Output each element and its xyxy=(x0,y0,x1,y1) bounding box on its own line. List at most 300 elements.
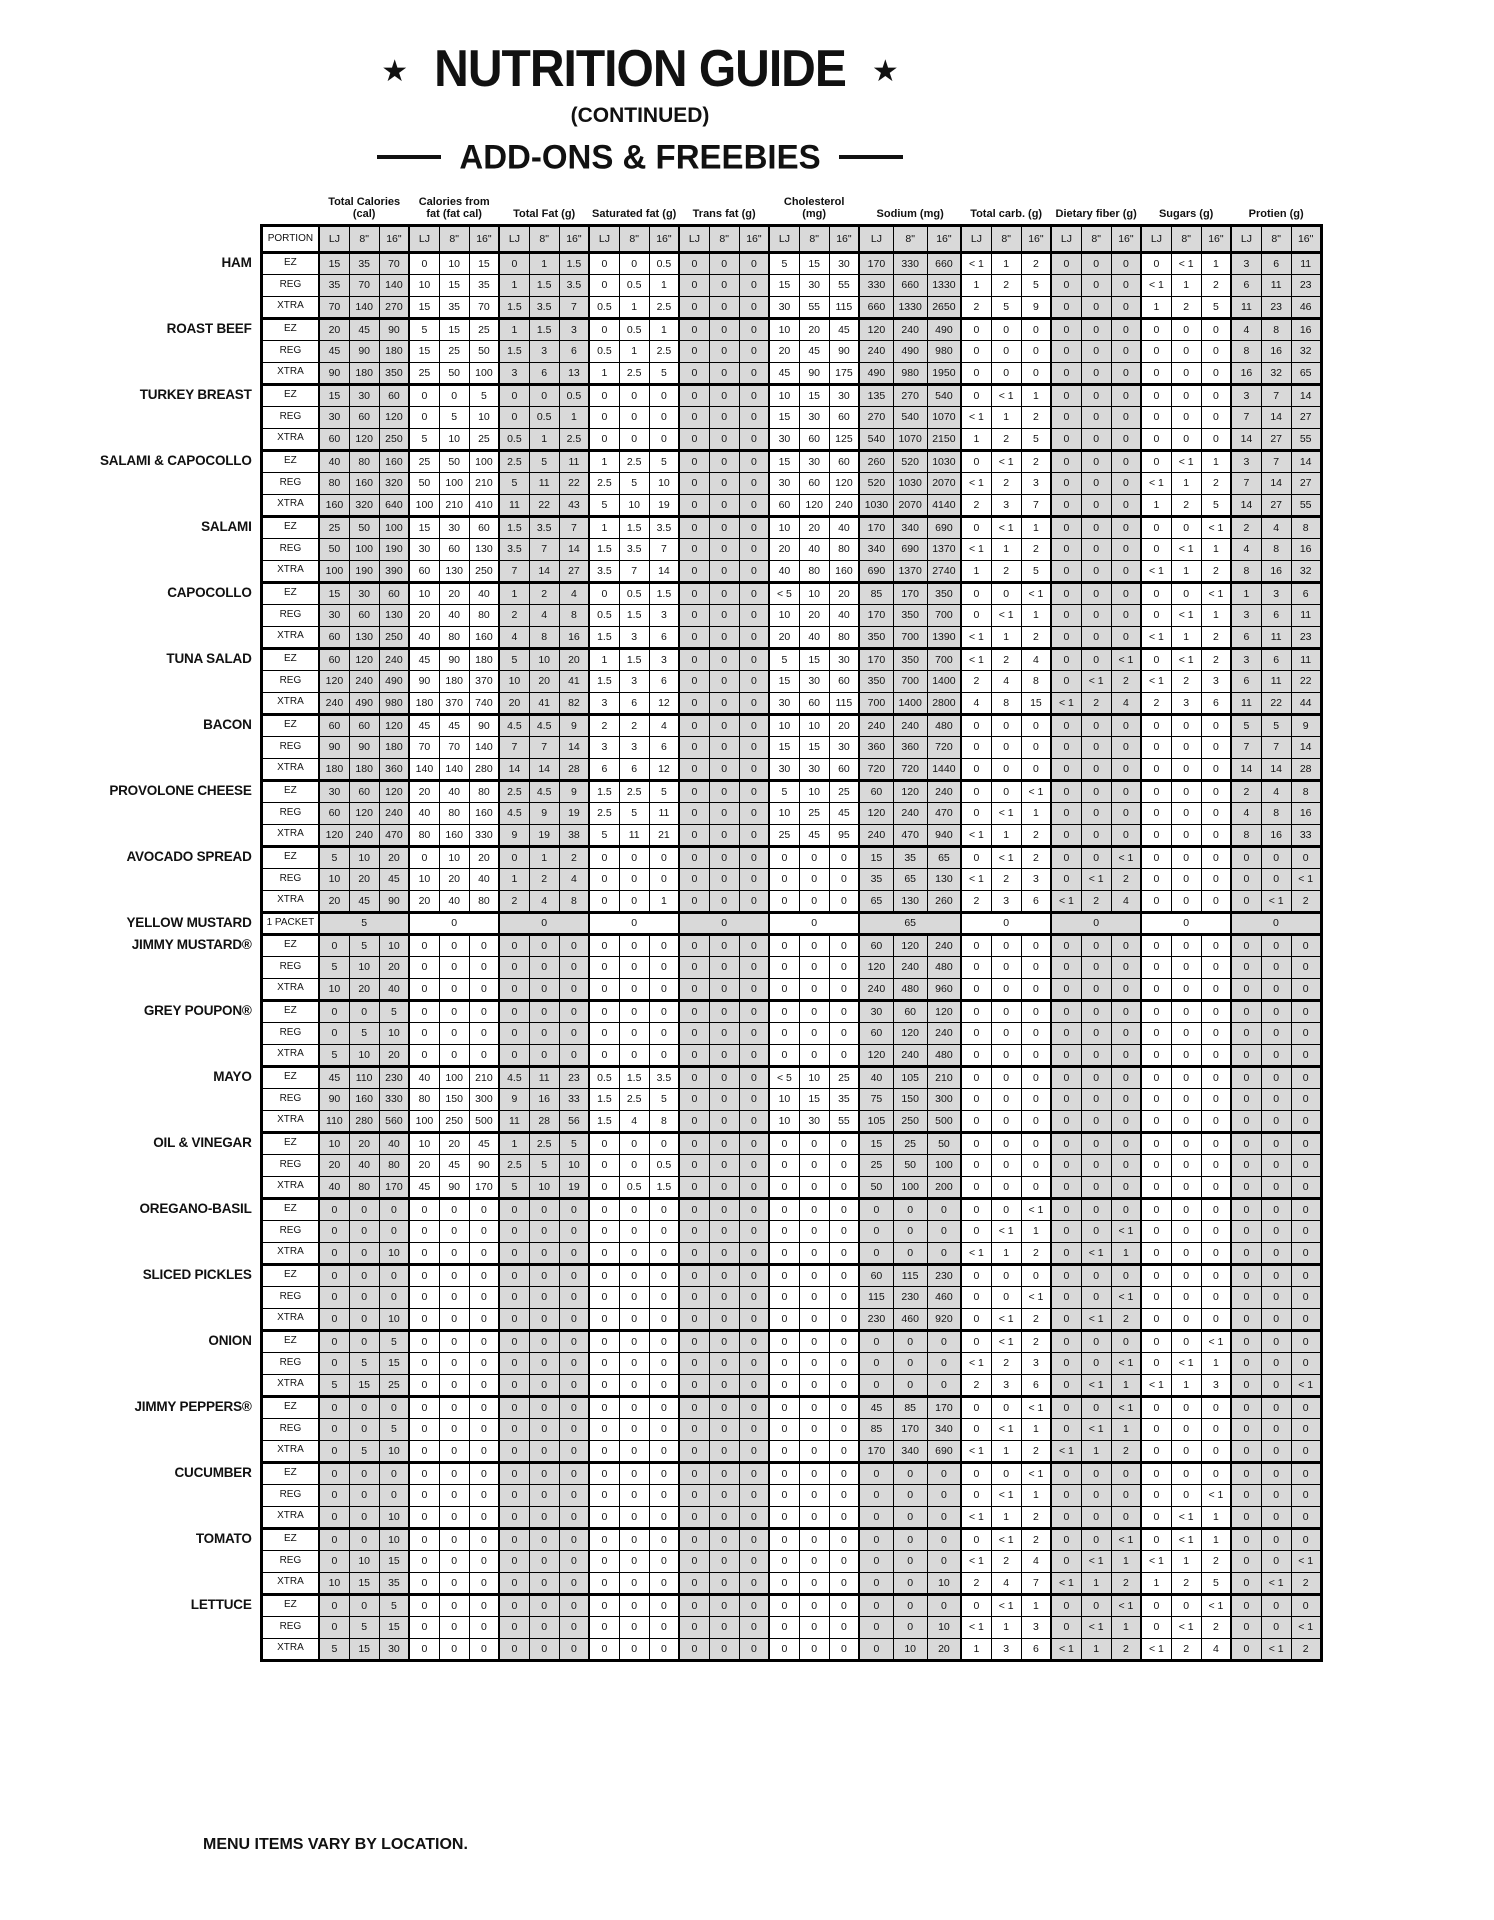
cell-value: 30 xyxy=(319,604,349,626)
cell-value: 20 xyxy=(769,538,799,560)
cell-value: 5 xyxy=(439,406,469,428)
cell-value: 0 xyxy=(1021,714,1051,736)
cell-value: 0 xyxy=(709,758,739,780)
cell-value: 0 xyxy=(1171,1066,1201,1088)
cell-value: 15 xyxy=(769,450,799,472)
cell-value: 240 xyxy=(927,934,961,956)
cell-value: 0 xyxy=(649,1198,679,1220)
page-header xyxy=(0,40,1280,176)
cell-value: 350 xyxy=(859,626,893,648)
cell-value: 0 xyxy=(559,1616,589,1638)
portion-value: REG xyxy=(261,956,319,978)
cell-value: 230 xyxy=(893,1286,927,1308)
cell-value: 0 xyxy=(709,802,739,824)
cell-value: 0 xyxy=(991,1176,1021,1198)
cell-value: 0 xyxy=(439,956,469,978)
table-row xyxy=(100,1088,1321,1110)
cell-value: < 1 xyxy=(1171,450,1201,472)
cell-value: 0 xyxy=(799,1154,829,1176)
cell-value: 0 xyxy=(709,252,739,274)
cell-value: 10 xyxy=(927,1572,961,1594)
cell-value: 5 xyxy=(349,1616,379,1638)
table-row xyxy=(100,626,1321,648)
portion-value: XTRA xyxy=(261,1440,319,1462)
cell-value: 0 xyxy=(1201,1308,1231,1330)
cell-value: 5 xyxy=(769,252,799,274)
cell-value: 22 xyxy=(1291,670,1321,692)
table-row xyxy=(100,1132,1321,1154)
cell-value: 0 xyxy=(1021,736,1051,758)
table-row xyxy=(100,1462,1321,1484)
item-label: JIMMY MUSTARD® xyxy=(100,934,261,1000)
cell-value: 340 xyxy=(893,1440,927,1462)
cell-value: 0 xyxy=(529,1308,559,1330)
cell-value: 8 xyxy=(1261,318,1291,340)
cell-value: 56 xyxy=(559,1110,589,1132)
cell-value: 0 xyxy=(1291,1110,1321,1132)
cell-value: 9 xyxy=(559,714,589,736)
cell-value: 0 xyxy=(769,1506,799,1528)
cell-value: 0 xyxy=(1081,1022,1111,1044)
cell-value: 240 xyxy=(859,340,893,362)
cell-value: 6 xyxy=(1231,274,1261,296)
size-header: 16" xyxy=(1291,225,1321,252)
cell-value: 105 xyxy=(893,1066,927,1088)
cell-value: 0 xyxy=(679,1396,709,1418)
cell-value: 0 xyxy=(499,1418,529,1440)
cell-value: 0 xyxy=(589,1616,619,1638)
cell-value: 0 xyxy=(1171,1440,1201,1462)
cell-value: 0 xyxy=(829,1396,859,1418)
cell-value: 2.5 xyxy=(529,1132,559,1154)
cell-value: 0 xyxy=(619,1198,649,1220)
cell-value: 75 xyxy=(859,1088,893,1110)
cell-value: 0 xyxy=(649,1000,679,1022)
cell-value: 6 xyxy=(1261,604,1291,626)
cell-value: 0 xyxy=(589,318,619,340)
cell-value: 280 xyxy=(349,1110,379,1132)
cell-value: 6 xyxy=(1261,648,1291,670)
cell-value: 1.5 xyxy=(589,670,619,692)
cell-value: 0 xyxy=(829,1572,859,1594)
cell-value: 0 xyxy=(1081,1396,1111,1418)
cell-value: 20 xyxy=(409,604,439,626)
cell-value: 0 xyxy=(409,1594,439,1616)
cell-value: 0 xyxy=(529,1374,559,1396)
cell-value: 0 xyxy=(961,1176,991,1198)
cell-value: 0 xyxy=(409,1418,439,1440)
cell-value: 12 xyxy=(649,692,679,714)
cell-value: 0 xyxy=(1231,1198,1261,1220)
cell-value: 80 xyxy=(439,626,469,648)
cell-value: 1.5 xyxy=(499,340,529,362)
cell-value: 0 xyxy=(619,1418,649,1440)
cell-value: 0 xyxy=(499,1022,529,1044)
cell-value: 90 xyxy=(829,340,859,362)
cell-value: 3 xyxy=(499,362,529,384)
cell-value: 45 xyxy=(829,318,859,340)
item-label: SLICED PICKLES xyxy=(100,1264,261,1330)
cell-value: 0 xyxy=(349,1528,379,1550)
cell-value: 190 xyxy=(379,538,409,560)
cell-value: < 5 xyxy=(769,582,799,604)
cell-value: 0 xyxy=(499,1484,529,1506)
cell-value: 0 xyxy=(1171,1462,1201,1484)
cell-value: 0 xyxy=(409,1616,439,1638)
cell-value: 0 xyxy=(739,494,769,516)
cell-value: 6 xyxy=(619,692,649,714)
cell-value: 0 xyxy=(679,1572,709,1594)
cell-value: 7 xyxy=(1261,384,1291,406)
cell-value: 0 xyxy=(529,1330,559,1352)
cell-value: 50 xyxy=(439,450,469,472)
cell-value: 0 xyxy=(739,406,769,428)
cell-value: 720 xyxy=(927,736,961,758)
cell-value: 0 xyxy=(1231,1550,1261,1572)
cell-value: 0 xyxy=(529,1022,559,1044)
cell-value: 40 xyxy=(409,802,439,824)
cell-value: 1 xyxy=(649,274,679,296)
table-row xyxy=(100,1484,1321,1506)
cell-value: 0 xyxy=(469,1198,499,1220)
cell-value: 0 xyxy=(319,1000,349,1022)
cell-value: 1 xyxy=(1171,1550,1201,1572)
cell-value: < 1 xyxy=(961,1440,991,1462)
cell-value: 130 xyxy=(927,868,961,890)
cell-value: 2 xyxy=(991,1352,1021,1374)
cell-value: 0 xyxy=(529,1528,559,1550)
cell-value: 45 xyxy=(799,824,829,846)
portion-value: XTRA xyxy=(261,1308,319,1330)
cell-value: 3 xyxy=(1231,252,1261,274)
cell-value: 0 xyxy=(1081,934,1111,956)
cell-value: 7 xyxy=(1021,1572,1051,1594)
cell-value: 0 xyxy=(1051,340,1081,362)
portion-value: EZ xyxy=(261,1330,319,1352)
cell-value: 11 xyxy=(1231,296,1261,318)
cell-value: 0 xyxy=(961,1308,991,1330)
cell-value: 10 xyxy=(439,252,469,274)
cell-value: 1 xyxy=(1201,1528,1231,1550)
cell-value: 10 xyxy=(439,846,469,868)
cell-value: 0 xyxy=(529,1220,559,1242)
cell-value: 240 xyxy=(893,956,927,978)
cell-value: 0 xyxy=(1081,1000,1111,1022)
cell-value: 520 xyxy=(893,450,927,472)
cell-value: 0 xyxy=(589,1396,619,1418)
cell-value: 0 xyxy=(349,1220,379,1242)
cell-value: 0 xyxy=(469,1550,499,1572)
cell-value: 14 xyxy=(499,758,529,780)
cell-value: 0.5 xyxy=(619,582,649,604)
cell-value: 0 xyxy=(619,1638,649,1660)
cell-value: 0 xyxy=(319,1242,349,1264)
cell-value: 0 xyxy=(1141,802,1171,824)
cell-value: 0 xyxy=(709,1066,739,1088)
cell-value: < 1 xyxy=(1291,1616,1321,1638)
cell-value: 11 xyxy=(529,472,559,494)
cell-value: 0 xyxy=(1171,714,1201,736)
cell-value: 14 xyxy=(649,560,679,582)
cell-value: 350 xyxy=(893,648,927,670)
cell-value: 3 xyxy=(619,736,649,758)
cell-value: 0 xyxy=(589,428,619,450)
cell-value: 3 xyxy=(1021,1616,1051,1638)
cell-value: 16 xyxy=(1291,802,1321,824)
cell-value: 3 xyxy=(1231,450,1261,472)
cell-value: 0 xyxy=(769,1308,799,1330)
cell-value: 0 xyxy=(769,1044,799,1066)
cell-value: 0 xyxy=(1231,1044,1261,1066)
nutrition-table-wrap xyxy=(100,196,1323,1662)
cell-value: 23 xyxy=(559,1066,589,1088)
cell-value: 0 xyxy=(439,1462,469,1484)
cell-value: 0 xyxy=(1291,1484,1321,1506)
cell-value: 0 xyxy=(1171,428,1201,450)
size-header: 8" xyxy=(709,225,739,252)
cell-value: 1 xyxy=(1171,626,1201,648)
cell-value: 260 xyxy=(859,450,893,472)
cell-value: 55 xyxy=(799,296,829,318)
cell-value: 0 xyxy=(649,978,679,1000)
cell-value: 0 xyxy=(709,472,739,494)
cell-value: 0 xyxy=(619,1242,649,1264)
cell-value: 14 xyxy=(1231,758,1261,780)
cell-value: 0 xyxy=(319,1528,349,1550)
cell-value: 35 xyxy=(439,296,469,318)
cell-value: 0 xyxy=(991,780,1021,802)
cell-value: 0 xyxy=(1291,1132,1321,1154)
cell-value: 4 xyxy=(991,670,1021,692)
table-row xyxy=(100,494,1321,516)
cell-value: 0 xyxy=(559,1044,589,1066)
cell-value: 0 xyxy=(991,1462,1021,1484)
cell-value: 0 xyxy=(499,1572,529,1594)
cell-value: 0 xyxy=(1291,1506,1321,1528)
cell-value: 0 xyxy=(1081,736,1111,758)
right-rule xyxy=(839,155,903,159)
cell-value: 0 xyxy=(1081,758,1111,780)
cell-value: 0 xyxy=(1261,1374,1291,1396)
cell-value: 20 xyxy=(829,714,859,736)
cell-value: 0 xyxy=(649,846,679,868)
cell-value: 0 xyxy=(679,626,709,648)
cell-value: 20 xyxy=(927,1638,961,1660)
cell-value: 0 xyxy=(349,1418,379,1440)
cell-value: 10 xyxy=(559,1154,589,1176)
item-label: YELLOW MUSTARD xyxy=(100,912,261,934)
cell-value: 0 xyxy=(1201,384,1231,406)
cell-value: 0 xyxy=(1291,1594,1321,1616)
size-header: 16" xyxy=(739,225,769,252)
cell-value: 0 xyxy=(439,1550,469,1572)
cell-value: 1 xyxy=(499,274,529,296)
cell-value: 0 xyxy=(739,1022,769,1044)
cell-value: 330 xyxy=(469,824,499,846)
cell-value: 0 xyxy=(679,538,709,560)
cell-value: 0 xyxy=(589,1572,619,1594)
cell-value: 0 xyxy=(1201,758,1231,780)
cell-value: < 1 xyxy=(1021,1286,1051,1308)
cell-value: 0 xyxy=(1141,428,1171,450)
cell-value: 0 xyxy=(1201,1000,1231,1022)
cell-value: 0 xyxy=(1201,340,1231,362)
cell-value: 0 xyxy=(799,1198,829,1220)
cell-value: 0 xyxy=(409,1528,439,1550)
cell-value: 250 xyxy=(379,626,409,648)
cell-value: < 1 xyxy=(1291,868,1321,890)
cell-value: 4 xyxy=(619,1110,649,1132)
cell-value: 0 xyxy=(1141,1528,1171,1550)
cell-value: 115 xyxy=(829,296,859,318)
cell-value: 0 xyxy=(991,934,1021,956)
cell-value: 0 xyxy=(589,274,619,296)
cell-value: 0 xyxy=(559,1594,589,1616)
cell-value: 175 xyxy=(829,362,859,384)
cell-value: 70 xyxy=(409,736,439,758)
cell-value: 0 xyxy=(499,1506,529,1528)
cell-value: 0 xyxy=(709,670,739,692)
cell-value: 0 xyxy=(559,1264,589,1286)
cell-value: 0 xyxy=(409,1286,439,1308)
cell-value: 0 xyxy=(927,1594,961,1616)
cell-value: 65 xyxy=(893,868,927,890)
merged-cell-value: 0 xyxy=(1051,912,1141,934)
cell-value: < 1 xyxy=(1021,1462,1051,1484)
portion-value: XTRA xyxy=(261,1374,319,1396)
group-header-3: Total Fat (g) xyxy=(499,196,589,225)
cell-value: 60 xyxy=(859,1022,893,1044)
cell-value: 0 xyxy=(1201,1418,1231,1440)
cell-value: 0 xyxy=(1171,1022,1201,1044)
cell-value: 0 xyxy=(499,1044,529,1066)
cell-value: 45 xyxy=(799,340,829,362)
cell-value: 125 xyxy=(829,428,859,450)
cell-value: 0 xyxy=(1261,1022,1291,1044)
cell-value: 0 xyxy=(529,978,559,1000)
cell-value: 0 xyxy=(529,1462,559,1484)
cell-value: 3 xyxy=(619,670,649,692)
cell-value: 0 xyxy=(829,868,859,890)
cell-value: 0 xyxy=(739,604,769,626)
cell-value: 0 xyxy=(1291,1242,1321,1264)
cell-value: 340 xyxy=(927,1418,961,1440)
cell-value: 11 xyxy=(559,450,589,472)
cell-value: 0 xyxy=(739,626,769,648)
cell-value: 0 xyxy=(961,934,991,956)
cell-value: 90 xyxy=(349,340,379,362)
cell-value: 2 xyxy=(1111,1572,1141,1594)
continued-label: (CONTINUED) xyxy=(570,104,710,127)
cell-value: 0 xyxy=(1141,1198,1171,1220)
size-header: 16" xyxy=(1021,225,1051,252)
cell-value: 0 xyxy=(529,1506,559,1528)
cell-value: 0 xyxy=(1021,318,1051,340)
cell-value: 5 xyxy=(499,472,529,494)
cell-value: 0 xyxy=(589,978,619,1000)
cell-value: 0 xyxy=(1171,868,1201,890)
subtitle-line xyxy=(0,138,1280,176)
cell-value: 110 xyxy=(319,1110,349,1132)
cell-value: < 1 xyxy=(1081,1616,1111,1638)
cell-value: 0 xyxy=(649,1418,679,1440)
cell-value: 0 xyxy=(1081,1330,1111,1352)
size-header: LJ xyxy=(961,225,991,252)
cell-value: 0 xyxy=(1081,604,1111,626)
cell-value: 0 xyxy=(769,1022,799,1044)
cell-value: 10 xyxy=(799,714,829,736)
cell-value: 0 xyxy=(739,758,769,780)
cell-value: 0 xyxy=(469,1638,499,1660)
cell-value: 80 xyxy=(319,472,349,494)
cell-value: 0 xyxy=(619,956,649,978)
cell-value: 0 xyxy=(709,890,739,912)
cell-value: 0 xyxy=(927,1198,961,1220)
cell-value: 0.5 xyxy=(499,428,529,450)
cell-value: 3.5 xyxy=(499,538,529,560)
cell-value: 3 xyxy=(1171,692,1201,714)
cell-value: < 1 xyxy=(1111,1220,1141,1242)
cell-value: 0 xyxy=(739,1396,769,1418)
cell-value: 0 xyxy=(1231,1242,1261,1264)
cell-value: 55 xyxy=(829,274,859,296)
cell-value: 90 xyxy=(379,890,409,912)
footer-note: MENU ITEMS VARY BY LOCATION. xyxy=(203,1836,468,1853)
cell-value: < 1 xyxy=(991,1528,1021,1550)
cell-value: 20 xyxy=(379,1044,409,1066)
cell-value: 0 xyxy=(619,428,649,450)
cell-value: 95 xyxy=(829,824,859,846)
size-header: 16" xyxy=(559,225,589,252)
cell-value: 2 xyxy=(1021,1440,1051,1462)
cell-value: 15 xyxy=(439,318,469,340)
cell-value: 0 xyxy=(1201,736,1231,758)
cell-value: 0 xyxy=(709,538,739,560)
cell-value: 0 xyxy=(1081,714,1111,736)
cell-value: 80 xyxy=(829,626,859,648)
cell-value: 0 xyxy=(679,494,709,516)
cell-value: 460 xyxy=(927,1286,961,1308)
cell-value: 0 xyxy=(649,1352,679,1374)
cell-value: 5 xyxy=(1201,1572,1231,1594)
cell-value: 0 xyxy=(961,802,991,824)
cell-value: 7 xyxy=(559,516,589,538)
group-header-8: Total carb. (g) xyxy=(961,196,1051,225)
cell-value: 80 xyxy=(409,1088,439,1110)
cell-value: 0 xyxy=(469,1528,499,1550)
size-header: LJ xyxy=(769,225,799,252)
cell-value: 0 xyxy=(739,1616,769,1638)
cell-value: 0 xyxy=(709,1374,739,1396)
cell-value: < 1 xyxy=(1111,1286,1141,1308)
cell-value: 0 xyxy=(1231,1484,1261,1506)
cell-value: 0 xyxy=(739,1506,769,1528)
cell-value: 16 xyxy=(1291,318,1321,340)
cell-value: 0 xyxy=(709,846,739,868)
cell-value: 0 xyxy=(799,934,829,956)
cell-value: 3 xyxy=(1021,1352,1051,1374)
cell-value: 0 xyxy=(679,1374,709,1396)
cell-value: 41 xyxy=(529,692,559,714)
cell-value: 0 xyxy=(1141,758,1171,780)
cell-value: 7 xyxy=(559,296,589,318)
cell-value: 1 xyxy=(1201,604,1231,626)
cell-value: 0 xyxy=(1081,340,1111,362)
cell-value: 4.5 xyxy=(499,802,529,824)
portion-value: EZ xyxy=(261,384,319,406)
portion-value: REG xyxy=(261,736,319,758)
cell-value: 60 xyxy=(859,934,893,956)
